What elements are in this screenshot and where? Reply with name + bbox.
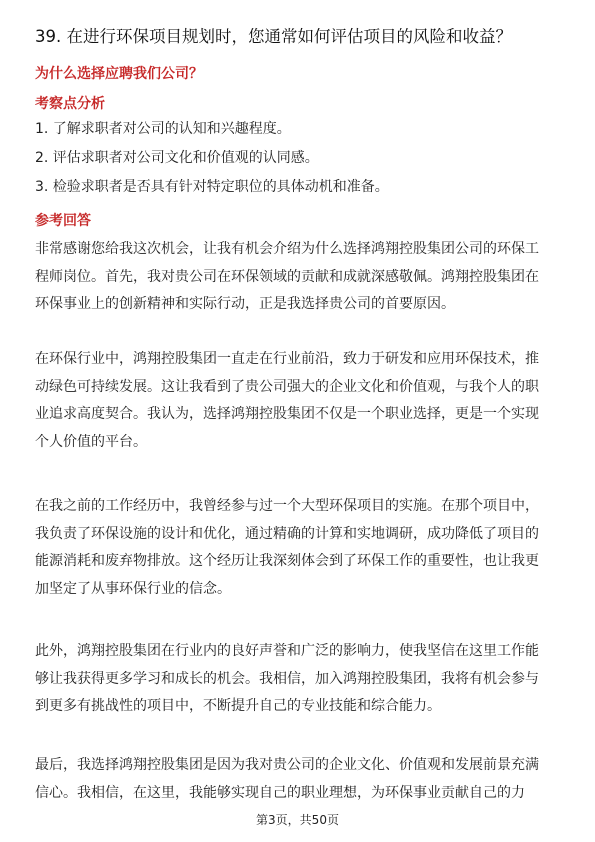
analysis-item: 1. 了解求职者对公司的认知和兴趣程度。 (35, 121, 291, 137)
answer-paragraph (35, 752, 561, 807)
paragraph-line: 动绿色可持续发展。这让我看到了贵公司强大的企业文化和价值观，与我个人的职 (35, 378, 539, 395)
paragraph-line: 程师岗位。首先，我对贵公司在环保领域的贡献和成就深感敬佩。鸿翔控股集团在 (35, 268, 539, 285)
paragraph-line: 在我之前的工作经历中，我曾经参与过一个大型环保项目的实施。在那个项目中， (35, 498, 539, 514)
paragraph-line: 信心。我相信，在这里，我能够实现自己的职业理想，为环保事业贡献自己的力 (35, 784, 525, 801)
paragraph-line: 此外，鸿翔控股集团在行业内的良好声誉和广泛的影响力，使我坚信在这里工作能 (35, 643, 539, 659)
paragraph-line: 到更多有挑战性的项目中，不断提升自己的专业技能和综合能力。 (35, 698, 441, 714)
section-title: 为什么选择应聘我们公司？ (35, 66, 203, 82)
analysis-title: 考察点分析 (35, 96, 105, 112)
paragraph-line: 在环保行业中，鸿翔控股集团一直走在行业前沿，致力于研发和应用环保技术，推 (35, 351, 539, 367)
paragraph-line: 加坚定了从事环保行业的信念。 (35, 580, 231, 597)
answer-paragraph (35, 493, 561, 603)
analysis-item: 3. 检验求职者是否具有针对特定职位的具体动机和准备。 (35, 179, 389, 195)
paragraph-line: 环保事业上的创新精神和实际行动，正是我选择贵公司的首要原因。 (35, 296, 455, 312)
answer-title: 参考回答 (35, 213, 91, 229)
answer-paragraph (35, 236, 561, 319)
paragraph-line: 个人价值的平台。 (35, 433, 147, 450)
paragraph-line: 最后，我选择鸿翔控股集团是因为我对贵公司的企业文化、价值观和发展前景充满 (35, 757, 539, 773)
paragraph-line: 够让我获得更多学习和成长的机会。我相信，加入鸿翔控股集团，我将有机会参与 (35, 670, 539, 687)
analysis-item: 2. 评估求职者对公司文化和价值观的认同感。 (35, 150, 319, 166)
paragraph-line: 我负责了环保设施的设计和优化，通过精确的计算和实地调研，成功降低了项目的 (35, 525, 539, 542)
answer-paragraph (35, 638, 561, 721)
question-heading: 39. 在进行环保项目规划时，您通常如何评估项目的风险和收益？ (35, 27, 512, 46)
paragraph-line: 非常感谢您给我这次机会，让我有机会介绍为什么选择鸿翔控股集团公司的环保工 (35, 241, 539, 257)
paragraph-line: 业追求高度契合。我认为，选择鸿翔控股集团不仅是一个职业选择，更是一个实现 (35, 406, 539, 422)
paragraph-line: 能源消耗和废弃物排放。这个经历让我深刻体会到了环保工作的重要性，也让我更 (35, 553, 539, 569)
answer-paragraph (35, 346, 561, 456)
page-number: 第3页，共50页 (256, 813, 339, 827)
